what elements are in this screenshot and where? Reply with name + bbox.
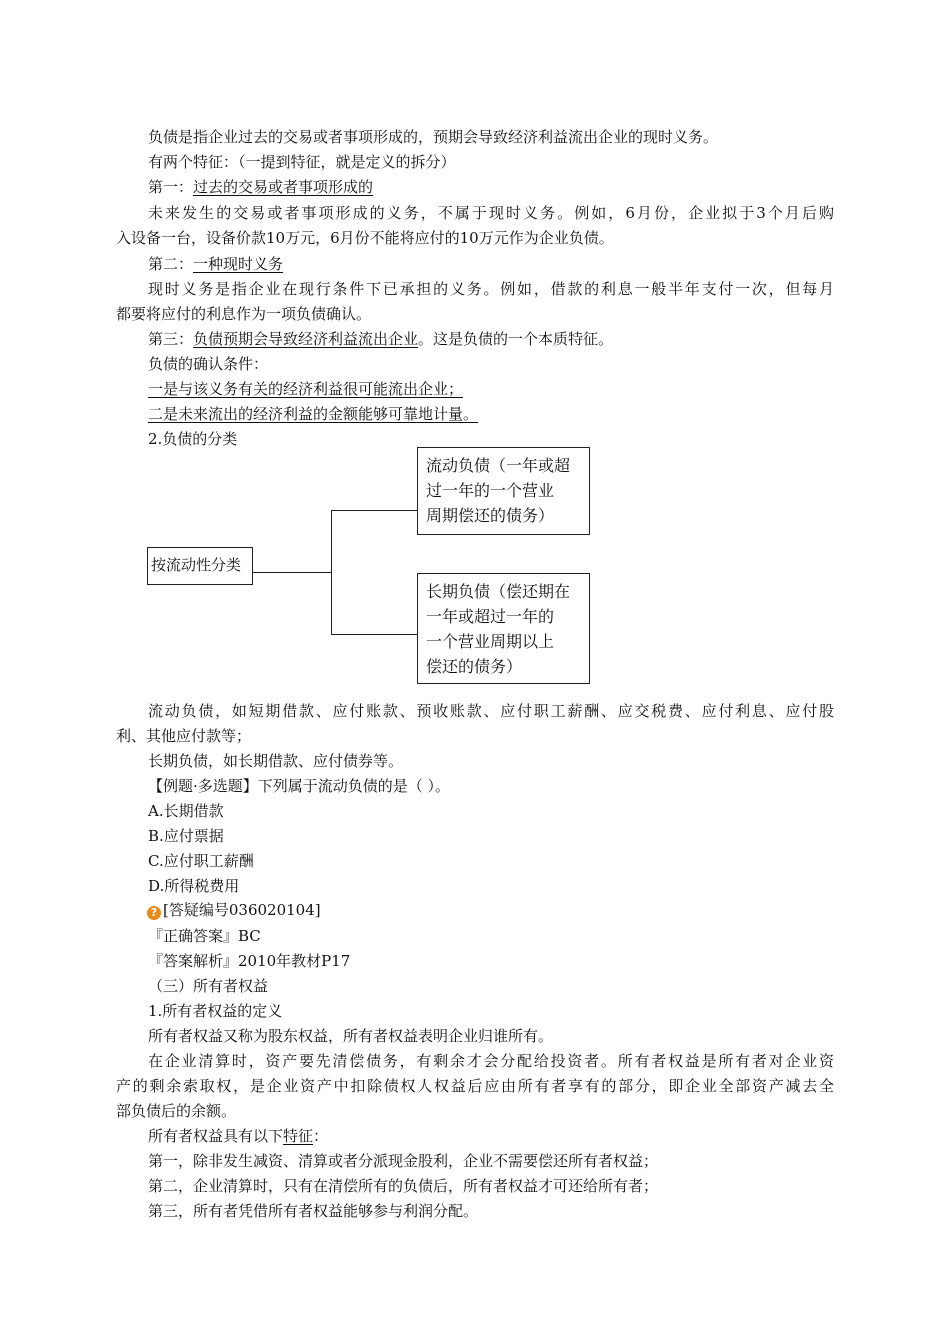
liquidation-explanation-line1: 在企业清算时，资产要先清偿债务，有剩余才会分配给投资者。所有者权益是所有者对企业资 bbox=[148, 1052, 834, 1070]
option-a: A.长期借款 bbox=[148, 802, 224, 820]
feature-one-text: 过去的交易或者事项形成的 bbox=[193, 178, 374, 196]
two-features-intro: 有两个特征：（一提到特征，就是定义的拆分） bbox=[148, 153, 456, 171]
diagram-connector-root bbox=[253, 572, 332, 573]
feature-three bbox=[148, 329, 613, 349]
owners-equity-definition-heading: 1.所有者权益的定义 bbox=[148, 1002, 283, 1020]
current-liabilities-line3: 周期偿还的债务） bbox=[426, 506, 555, 525]
diagram-connector-current bbox=[331, 510, 418, 511]
question-mark-icon[interactable]: ? bbox=[147, 906, 161, 920]
current-liabilities-line1: 流动负债（一年或超 bbox=[426, 456, 571, 475]
correct-answer: 『正确答案』BC bbox=[148, 927, 261, 945]
current-liabilities-box bbox=[417, 447, 590, 535]
liquidation-explanation-line3: 部负债后的余额。 bbox=[116, 1102, 237, 1120]
long-term-liabilities-line1: 长期负债（偿还期在 bbox=[426, 582, 571, 601]
feature-two bbox=[148, 254, 283, 274]
long-term-liabilities-line3: 一个营业周期以上 bbox=[426, 632, 555, 651]
diagram-connector-long bbox=[331, 634, 418, 635]
long-term-liabilities-examples: 长期负债，如长期借款、应付债券等。 bbox=[148, 752, 404, 770]
section-owners-equity: （三）所有者权益 bbox=[148, 977, 269, 995]
qa-reference[interactable] bbox=[147, 900, 321, 920]
liquidation-explanation-line2: 产的剩余索取权，是企业资产中扣除债权人权益后应由所有者享有的部分，即企业全部资产减去全 bbox=[116, 1077, 834, 1095]
owners-equity-feature-three: 第三，所有者凭借所有者权益能够参与利润分配。 bbox=[148, 1202, 479, 1220]
feature-one-explanation-line1: 未来发生的交易或者事项形成的义务，不属于现时义务。例如，6月份，企业拟于3个月后购 bbox=[148, 204, 834, 222]
feature-three-prefix: 第三： bbox=[148, 330, 194, 348]
diagram-connector-trunk bbox=[331, 510, 332, 635]
recognition-condition-two: 二是未来流出的经济利益的金额能够可靠地计量。 bbox=[148, 405, 479, 423]
diagram-root-box bbox=[147, 547, 253, 585]
owners-equity-feature-two: 第二，企业清算时，只有在清偿所有的负债后，所有者权益才可还给所有者； bbox=[148, 1177, 659, 1195]
recognition-condition-one: 一是与该义务有关的经济利益很可能流出企业； bbox=[148, 380, 464, 398]
current-liabilities-line2: 过一年的一个营业 bbox=[426, 481, 555, 500]
classification-heading: 2.负债的分类 bbox=[148, 430, 238, 448]
features-heading-keyword: 特征 bbox=[283, 1127, 314, 1145]
owners-equity-feature-one: 第一，除非发生减资、清算或者分派现金股利，企业不需要偿还所有者权益； bbox=[148, 1152, 659, 1170]
long-term-liabilities-line2: 一年或超过一年的 bbox=[426, 607, 555, 626]
long-term-liabilities-line4: 偿还的债务） bbox=[426, 657, 523, 676]
feature-three-text: 负债预期会导致经济利益流出企业 bbox=[193, 330, 419, 348]
feature-two-explanation-line2: 都要将应付的利息作为一项负债确认。 bbox=[116, 305, 372, 323]
option-b: B.应付票据 bbox=[148, 827, 224, 845]
current-liabilities-examples-line1: 流动负债，如短期借款、应付账款、预收账款、应付职工薪酬、应交税费、应付利息、应付股 bbox=[148, 702, 834, 720]
option-c: C.应付职工薪酬 bbox=[148, 852, 254, 870]
diagram-root-label: 按流动性分类 bbox=[151, 556, 242, 574]
features-heading-prefix: 所有者权益具有以下 bbox=[148, 1127, 284, 1145]
recognition-conditions-heading: 负债的确认条件： bbox=[148, 355, 269, 373]
feature-one-explanation-line2: 入设备一台，设备价款10万元，6月份不能将应付的10万元作为企业负债。 bbox=[116, 229, 614, 247]
current-liabilities-examples-line2: 利、其他应付款等； bbox=[116, 727, 252, 745]
liability-definition: 负债是指企业过去的交易或者事项形成的，预期会导致经济利益流出企业的现时义务。 bbox=[148, 128, 719, 146]
feature-two-explanation-line1: 现时义务是指企业在现行条件下已承担的义务。例如，借款的利息一般半年支付一次，但每月 bbox=[148, 280, 834, 298]
option-d: D.所得税费用 bbox=[148, 877, 240, 895]
long-term-liabilities-box bbox=[417, 573, 590, 684]
example-question: 【例题·多选题】下列属于流动负债的是（ ）。 bbox=[148, 777, 451, 795]
answer-analysis: 『答案解析』2010年教材P17 bbox=[148, 952, 351, 970]
features-heading-suffix: ： bbox=[313, 1127, 329, 1145]
feature-one-prefix: 第一： bbox=[148, 178, 194, 196]
feature-one bbox=[148, 177, 373, 197]
owners-equity-features-heading bbox=[148, 1126, 328, 1146]
feature-three-suffix: 。这是负债的一个本质特征。 bbox=[418, 330, 614, 348]
owners-equity-definition: 所有者权益又称为股东权益，所有者权益表明企业归谁所有。 bbox=[148, 1027, 554, 1045]
feature-two-text: 一种现时义务 bbox=[193, 255, 284, 273]
feature-two-prefix: 第二： bbox=[148, 255, 194, 273]
qa-reference-text: [答疑编号036020104] bbox=[163, 901, 321, 919]
